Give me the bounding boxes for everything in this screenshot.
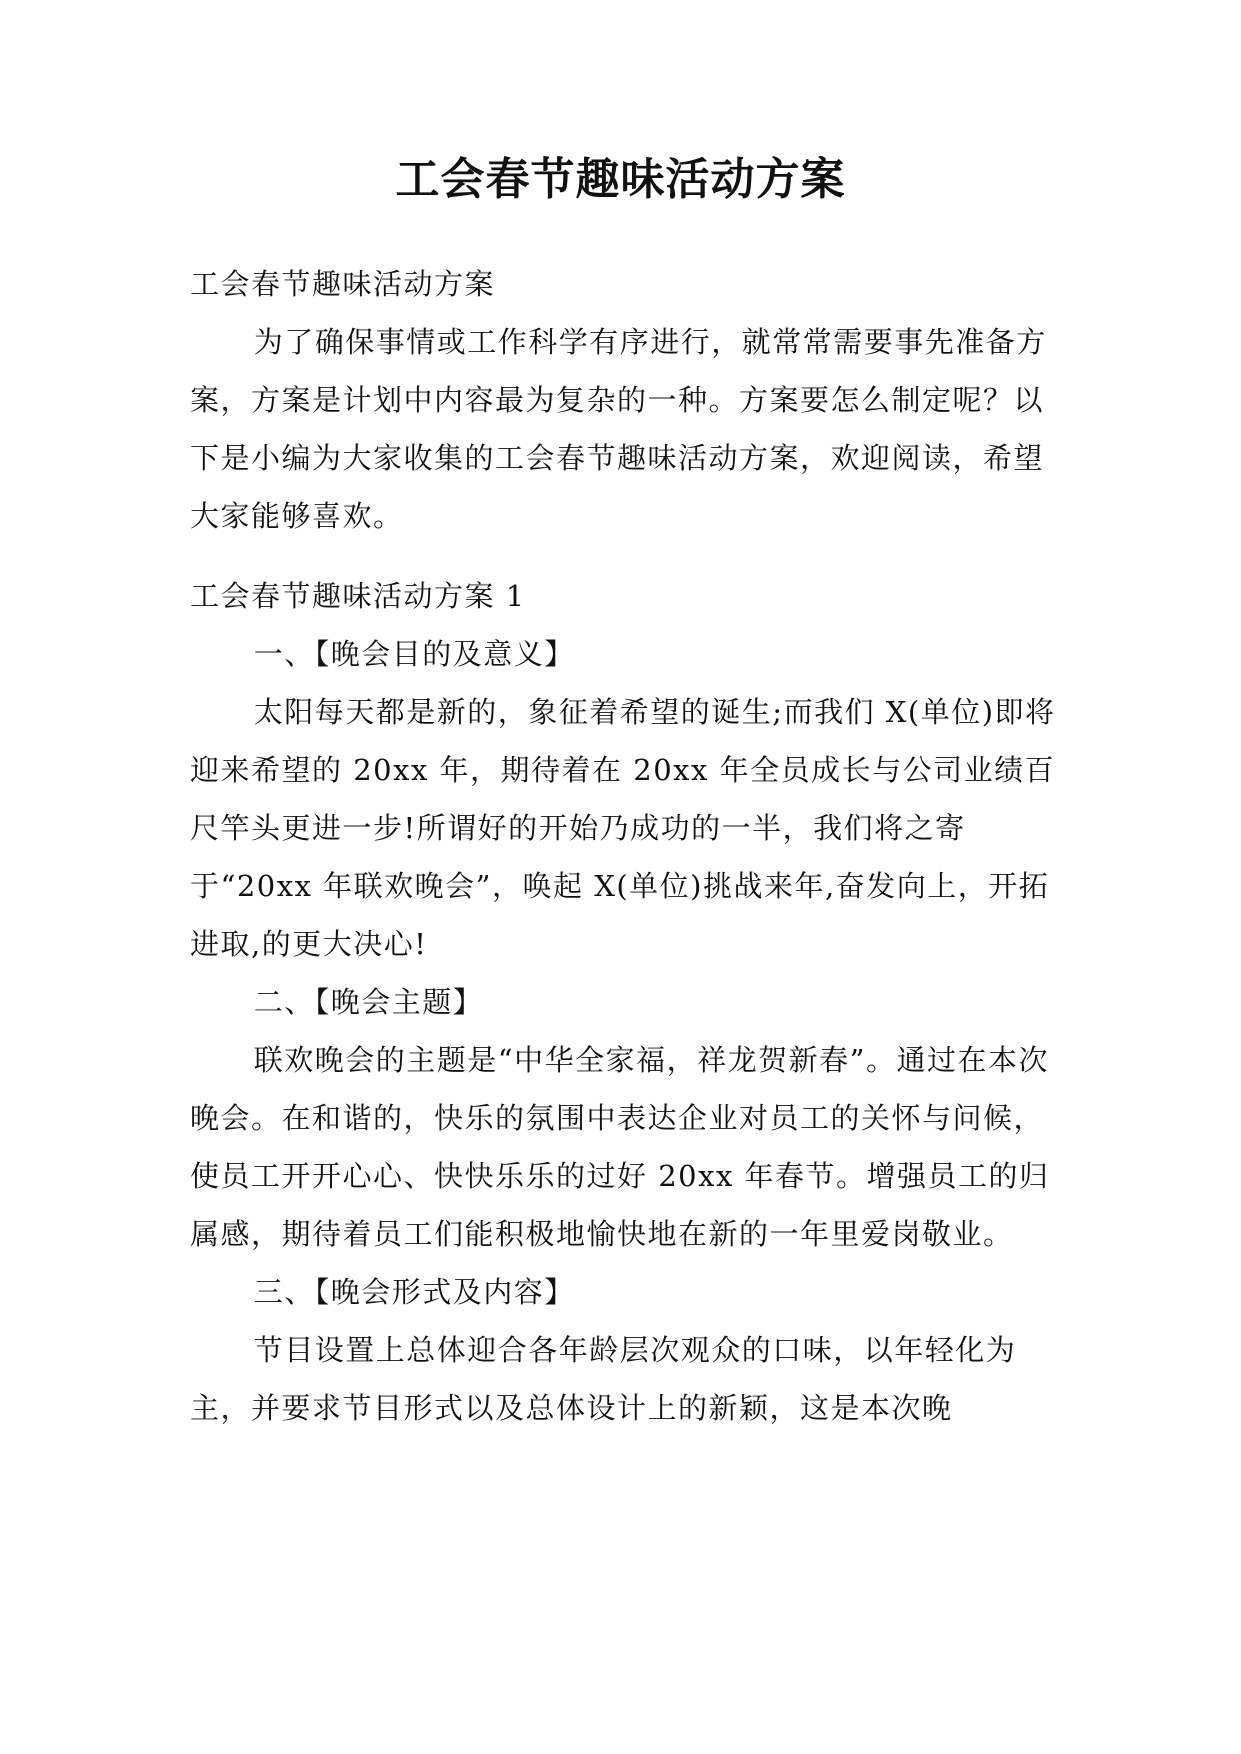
part-2-paragraph: 联欢晚会的主题是“中华全家福，祥龙贺新春”。通过在本次晚会。在和谐的，快乐的氛围中表达企业对员工的关怀与问候，使员工开开心心、快快乐乐的过好 20xx 年春节。增强员工的归属感，期待着员工们能积极地愉快地在新的一年里爱岗敬业。 <box>190 1043 1050 1251</box>
intro-heading: 工会春节趣味活动方案 <box>190 267 496 301</box>
part-1-heading: 一、【晚会目的及意义】 <box>253 637 575 671</box>
part-3-heading: 三、【晚会形式及内容】 <box>253 1275 575 1309</box>
intro-paragraph: 为了确保事情或工作科学有序进行，就常常需要事先准备方案，方案是计划中内容最为复杂的一种。方案要怎么制定呢？以下是小编为大家收集的工会春节趣味活动方案，欢迎阅读，希望大家能够喜欢。 <box>190 325 1047 533</box>
section-1 <box>190 567 1062 1437</box>
intro-block <box>190 255 1062 545</box>
part-2-heading: 二、【晚会主题】 <box>253 985 484 1019</box>
part-3-paragraph: 节目设置上总体迎合各年龄层次观众的口味，以年轻化为主，并要求节目形式以及总体设计上的新颖，这是本次晚 <box>190 1333 1017 1425</box>
section-1-heading: 工会春节趣味活动方案 1 <box>190 579 526 613</box>
document-title: 工会春节趣味活动方案 <box>395 154 846 205</box>
part-1-paragraph: 太阳每天都是新的，象征着希望的诞生;而我们 X(单位)即将迎来希望的 20xx 年，期待着在 20xx 年全员成长与公司业绩百尺竿头更进一步!所谓好的开始乃成功的一半，我们将之寄于“20xx 年联欢晚会”，唤起 X(单位)挑战来年,奋发向上，开拓进取,的更大决心! <box>190 695 1056 961</box>
